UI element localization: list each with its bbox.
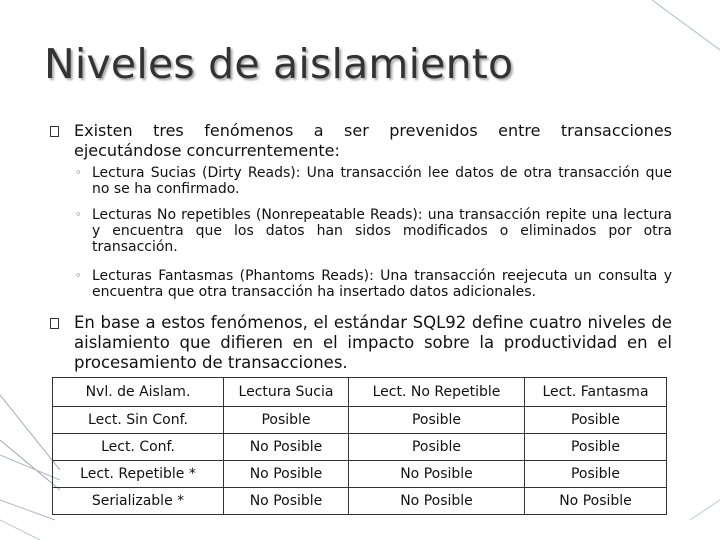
slide-title: Niveles de aislamiento [44,40,514,88]
sql92-paragraph: En base a estos fenómenos, el estándar SQL92 define cuatro niveles de aislamiento que difieren en el impacto sobre la productividad en el procesamiento de transacciones. [74,313,672,372]
table-cell: No Posible [525,488,667,515]
table-row [53,434,667,461]
table-cell: Lect. Sin Conf. [53,407,224,434]
table-cell: Posible [349,434,525,461]
table-cell: Posible [525,461,667,488]
sub-bullet-icon: ◦ [75,269,82,282]
table-header-cell: Lect. No Repetible [349,378,525,407]
subitem-nonrepeatable-reads: Lecturas No repetibles (Nonrepeatable Reads): una transacción repite una lectura y encuentra que los datos han sidos modificados o eliminados por otra transacción. [92,207,672,255]
sub-bullet-icon: ◦ [75,166,82,179]
table-cell: No Posible [349,488,525,515]
table-cell: No Posible [224,434,349,461]
intro-paragraph: Existen tres fenómenos a ser prevenidos entre transacciones ejecutándose concurrentemente: [74,121,672,160]
table-header-row [53,378,667,407]
table-row [53,407,667,434]
table-header-cell: Nvl. de Aislam. [53,378,224,407]
isolation-levels-table [52,377,667,515]
table-cell: No Posible [349,461,525,488]
table-cell: Posible [224,407,349,434]
table-header-cell: Lectura Sucia [224,378,349,407]
table-header-cell: Lect. Fantasma [525,378,667,407]
table-cell: Posible [525,407,667,434]
subitem-dirty-reads: Lectura Sucias (Dirty Reads): Una transacción lee datos de otra transacción que no se ha confirmado. [92,165,672,197]
table-cell: Posible [349,407,525,434]
bullet-square-icon [50,318,59,329]
table-cell: No Posible [224,488,349,515]
table-cell: No Posible [224,461,349,488]
bullet-square-icon [50,126,59,137]
table-cell: Lect. Repetible * [53,461,224,488]
table-cell: Lect. Conf. [53,434,224,461]
subitem-phantom-reads: Lecturas Fantasmas (Phantoms Reads): Una transacción reejecuta un consulta y encuentra que otra transacción ha insertado datos adicionales. [92,268,672,300]
sub-bullet-icon: ◦ [75,208,82,221]
table-row [53,461,667,488]
table-cell: Serializable * [53,488,224,515]
table-cell: Posible [525,434,667,461]
table-row [53,488,667,515]
